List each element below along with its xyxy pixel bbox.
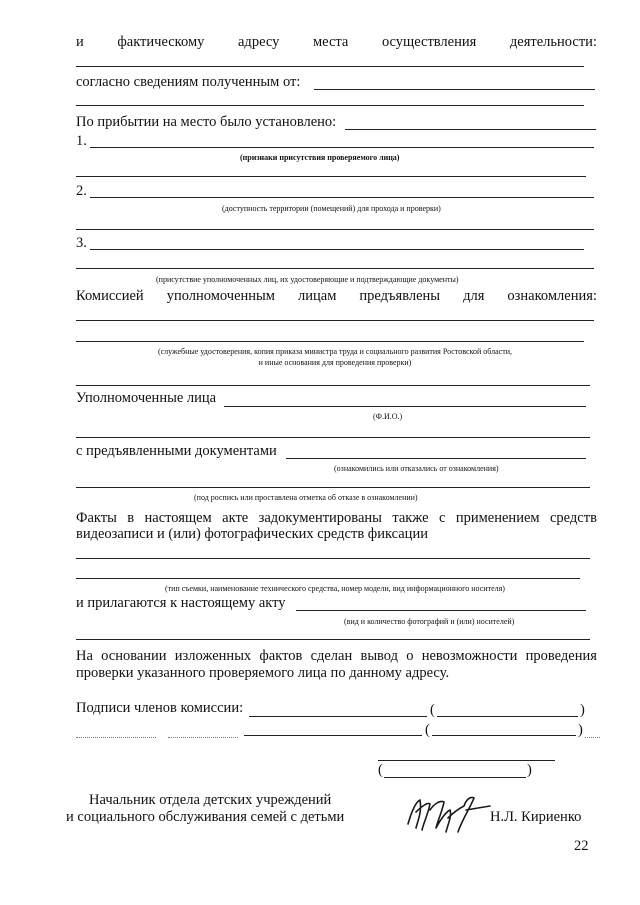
item-2-number: 2. bbox=[76, 183, 87, 199]
line1-address: и фактическому адресу места осуществления деятельности: bbox=[76, 34, 597, 50]
item-3-line[interactable] bbox=[90, 249, 584, 250]
documents-caption-2: (под роспись или проставлена отметка об отказе в ознакомлении) bbox=[194, 493, 418, 502]
authorized-input-line[interactable] bbox=[224, 406, 586, 407]
item-2-caption: (доступность территории (помещений) для прохода и проверки) bbox=[222, 204, 441, 213]
signature-line-2[interactable] bbox=[244, 735, 422, 736]
footer-position-line-2: и социального обслуживания семей с детьми bbox=[66, 809, 345, 825]
signature-paren-close-2: ) bbox=[578, 722, 583, 738]
item-3-number: 3. bbox=[76, 235, 87, 251]
footer-position-line-1: Начальник отдела детских учреждений bbox=[89, 792, 332, 808]
item-3-caption: (присутствие уполномоченных лиц, их удостоверяющие и подтверждающие документы) bbox=[156, 275, 459, 284]
source-input-line[interactable] bbox=[314, 89, 595, 90]
signature-paren-open-1: ( bbox=[430, 702, 435, 718]
attached-label: и прилагаются к настоящему акту bbox=[76, 595, 286, 611]
documents-input-line[interactable] bbox=[286, 458, 586, 459]
signature-name-line-3[interactable] bbox=[384, 777, 526, 778]
facts-caption: (тип съемки, наименование технического средства, номер модели, вид информационного носителя) bbox=[165, 584, 505, 593]
signature-line-3[interactable] bbox=[378, 760, 555, 761]
conclusion-line-2: проверки указанного проверяемого лица по данному адресу. bbox=[76, 665, 450, 681]
signature-paren-open-3: ( bbox=[378, 762, 383, 778]
arrival-input-line[interactable] bbox=[345, 129, 596, 130]
item-1-number: 1. bbox=[76, 133, 87, 149]
commission-line: Комиссией уполномоченным лицам предъявлены для ознакомления: bbox=[76, 288, 597, 304]
facts-input-line-1[interactable] bbox=[76, 558, 590, 559]
footer-name: Н.Л. Кириенко bbox=[490, 809, 582, 825]
authorized-label: Уполномоченные лица bbox=[76, 390, 217, 406]
authorized-caption: (Ф.И.О.) bbox=[373, 412, 403, 421]
dotted-filler-2 bbox=[168, 737, 238, 738]
documents-caption: (ознакомились или отказались от ознакомления) bbox=[334, 464, 499, 473]
item-1-caption: (признаки присутствия проверяемого лица) bbox=[240, 153, 400, 162]
dotted-filler-3 bbox=[585, 737, 600, 738]
page-number: 22 bbox=[574, 838, 589, 854]
authorized-line-2[interactable] bbox=[76, 437, 590, 438]
arrival-label: По прибытии на место было установлено: bbox=[76, 114, 337, 130]
address-line[interactable] bbox=[76, 66, 584, 67]
item-3-line-2[interactable] bbox=[76, 268, 594, 269]
facts-line-2: видеозаписи и (или) фотографических средств фиксации bbox=[76, 526, 428, 542]
signatures-label: Подписи членов комиссии: bbox=[76, 700, 244, 716]
attached-line-2[interactable] bbox=[76, 639, 590, 640]
signature-name-line-2[interactable] bbox=[432, 735, 576, 736]
signature-line-1[interactable] bbox=[249, 716, 427, 717]
item-2-line[interactable] bbox=[90, 197, 594, 198]
documents-line-2[interactable] bbox=[76, 487, 590, 488]
signature-paren-close-1: ) bbox=[580, 702, 585, 718]
source-label: согласно сведениям полученным от: bbox=[76, 74, 301, 90]
dotted-filler-1 bbox=[76, 737, 156, 738]
signature-glyph-icon bbox=[400, 790, 492, 838]
source-line-2[interactable] bbox=[76, 105, 584, 106]
signature-paren-close-3: ) bbox=[527, 762, 532, 778]
attached-caption: (вид и количество фотографий и (или) носителей) bbox=[344, 617, 515, 626]
conclusion-line-1: На основании изложенных фактов сделан вывод о невозможности проведения bbox=[76, 648, 597, 664]
commission-line-3[interactable] bbox=[76, 385, 590, 386]
facts-line-1: Факты в настоящем акте задокументированы также с применением средств bbox=[76, 510, 597, 526]
documents-label: с предъявленными документами bbox=[76, 443, 277, 459]
item-1-line[interactable] bbox=[90, 147, 594, 148]
item-1-line-2[interactable] bbox=[76, 176, 586, 177]
signature-paren-open-2: ( bbox=[425, 722, 430, 738]
commission-line-1[interactable] bbox=[76, 320, 594, 321]
commission-caption-1: (служебные удостоверения, копия приказа министра труда и социального развития Ростовской области, bbox=[157, 347, 513, 356]
item-2-line-2[interactable] bbox=[76, 229, 594, 230]
handwritten-signature bbox=[400, 790, 492, 838]
attached-input-line[interactable] bbox=[296, 610, 586, 611]
commission-line-2[interactable] bbox=[76, 341, 584, 342]
commission-caption-2: и иные основания для проведения проверки) bbox=[258, 358, 412, 367]
facts-input-line-2[interactable] bbox=[76, 578, 580, 579]
signature-name-line-1[interactable] bbox=[437, 716, 578, 717]
